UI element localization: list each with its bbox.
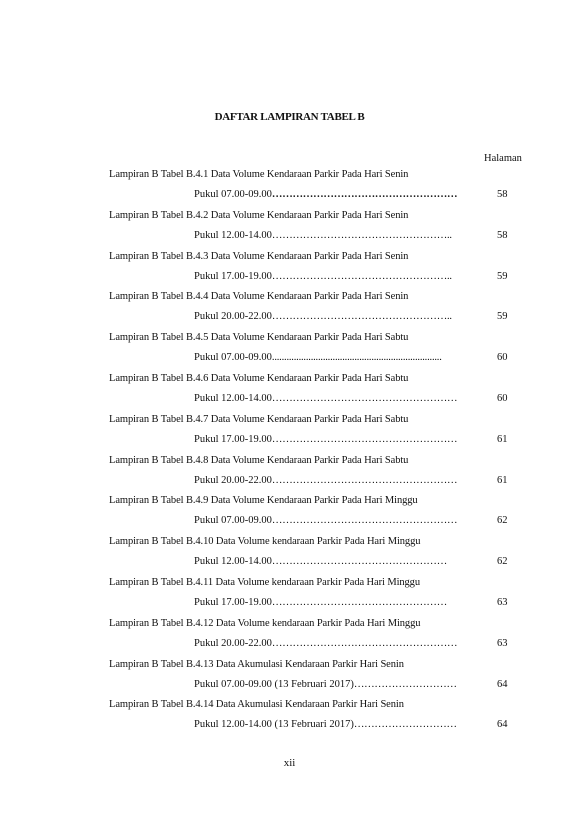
toc-entry[interactable] [0, 370, 579, 411]
toc-page-number: 59 [497, 311, 508, 323]
toc-dot-leader: ……………………………………………… [271, 189, 458, 200]
toc-page-number: 58 [497, 229, 508, 241]
toc-entry[interactable] [0, 411, 579, 452]
toc-dot-leader: …………………………………………….. [271, 311, 452, 323]
toc-entry[interactable] [0, 696, 579, 737]
toc-dot-leader: …………………………………………….. [271, 229, 452, 241]
toc-dot-leader: ………………………… [353, 719, 457, 731]
toc-entry-subtitle-row [194, 271, 452, 282]
toc-entry-title: Lampiran B Tabel B.4.4 Data Volume Kendaraan Parkir Pada Hari Senin [109, 291, 409, 303]
toc-entry-title: Lampiran B Tabel B.4.14 Data Akumulasi Kendaraan Parkir Hari Senin [109, 699, 404, 711]
toc-entry-title: Lampiran B Tabel B.4.11 Data Volume kendaraan Parkir Pada Hari Minggu [109, 576, 420, 588]
toc-entry-subtitle-row [194, 475, 457, 486]
toc-page-number: 61 [497, 474, 508, 486]
toc-entry[interactable] [0, 574, 579, 615]
toc-dot-leader: ……………………………………………… [271, 474, 458, 486]
toc-entry[interactable] [0, 207, 579, 248]
toc-dot-leader: ……………………………………………… [271, 515, 458, 527]
toc-page-number: 58 [497, 189, 508, 200]
toc-page-number: 63 [497, 637, 508, 649]
toc-entry-time: Pukul 12.00-14.00 [194, 392, 272, 404]
toc-entry-time: Pukul 07.00-09.00 (13 Februari 2017) [194, 678, 354, 690]
toc-dot-leader: …………………………………………… [271, 556, 447, 568]
toc-entry-subtitle-row [194, 434, 457, 445]
toc-entry-time: Pukul 12.00-14.00 (13 Februari 2017) [194, 719, 354, 731]
toc-entry[interactable] [0, 615, 579, 656]
page-number: xii [283, 757, 296, 769]
toc-page-number: 64 [497, 719, 508, 731]
toc-entry-title: Lampiran B Tabel B.4.7 Data Volume Kendaraan Parkir Pada Hari Sabtu [109, 413, 409, 425]
toc-entry-subtitle-row [194, 311, 452, 322]
toc-dot-leader: …………………………………………….. [271, 270, 452, 282]
toc-entry[interactable] [0, 492, 579, 533]
toc-dot-leader: ……………………………………………… [271, 637, 458, 649]
toc-entry-time: Pukul 17.00-19.00 [194, 596, 272, 608]
toc-dot-leader: ……………………………………………… [271, 392, 458, 404]
toc-page-number: 61 [497, 433, 508, 445]
toc-entry-time: Pukul 07.00-09.00 [194, 189, 272, 200]
toc-dot-leader: ………………………… [353, 678, 457, 690]
toc-entry-subtitle-row [194, 352, 442, 363]
toc-entry-time: Pukul 17.00-19.00 [194, 433, 272, 445]
toc-entry-title: Lampiran B Tabel B.4.3 Data Volume Kendaraan Parkir Pada Hari Senin [109, 250, 409, 262]
toc-entry-title: Lampiran B Tabel B.4.8 Data Volume Kendaraan Parkir Pada Hari Sabtu [109, 454, 409, 466]
page-title: DAFTAR LAMPIRAN TABEL B [214, 111, 365, 123]
toc-page-number: 60 [497, 392, 508, 404]
toc-entry-subtitle-row [194, 638, 457, 649]
toc-entry-title: Lampiran B Tabel B.4.10 Data Volume kendaraan Parkir Pada Hari Minggu [109, 536, 421, 548]
toc-entry-subtitle-row [194, 679, 457, 690]
toc-entry-time: Pukul 20.00-22.00 [194, 311, 272, 323]
toc-dot-leader: ...................................................................... [271, 352, 442, 364]
toc-entry-subtitle-row [194, 556, 447, 567]
toc-entry-time: Pukul 20.00-22.00 [194, 474, 272, 486]
toc-entry-subtitle-row [194, 393, 457, 404]
halaman-label: Halaman [484, 153, 522, 164]
toc-entry[interactable] [0, 452, 579, 493]
toc-entry[interactable] [0, 329, 579, 370]
toc-entry-time: Pukul 17.00-19.00 [194, 270, 272, 282]
toc-entry-title: Lampiran B Tabel B.4.13 Data Akumulasi Kendaraan Parkir Hari Senin [109, 658, 404, 670]
toc-entry[interactable] [0, 248, 579, 289]
toc-page-number: 59 [497, 270, 508, 282]
toc-page-number: 60 [497, 352, 508, 364]
toc-entry-subtitle-row [194, 515, 457, 526]
toc-entry-subtitle-row [194, 189, 457, 200]
toc-page-number: 64 [497, 678, 508, 690]
toc-list [0, 166, 579, 737]
toc-entry-time: Pukul 12.00-14.00 [194, 229, 272, 241]
toc-entry-subtitle-row [194, 719, 457, 730]
toc-entry-time: Pukul 07.00-09.00 [194, 515, 272, 527]
toc-entry[interactable] [0, 166, 579, 207]
toc-entry[interactable] [0, 533, 579, 574]
toc-entry-time: Pukul 07.00-09.00 [194, 352, 272, 364]
toc-entry-time: Pukul 20.00-22.00 [194, 637, 272, 649]
toc-entry-time: Pukul 12.00-14.00 [194, 556, 272, 568]
toc-page-number: 62 [497, 515, 508, 527]
toc-entry-title: Lampiran B Tabel B.4.2 Data Volume Kendaraan Parkir Pada Hari Senin [109, 209, 409, 221]
toc-page-number: 63 [497, 596, 508, 608]
toc-entry-title: Lampiran B Tabel B.4.9 Data Volume Kendaraan Parkir Pada Hari Minggu [109, 495, 418, 507]
toc-entry-title: Lampiran B Tabel B.4.5 Data Volume Kendaraan Parkir Pada Hari Sabtu [109, 332, 409, 344]
toc-dot-leader: …………………………………………… [271, 596, 447, 608]
toc-entry[interactable] [0, 288, 579, 329]
toc-page-number: 62 [497, 556, 508, 568]
toc-entry-subtitle-row [194, 230, 452, 241]
toc-entry-title: Lampiran B Tabel B.4.1 Data Volume Kendaraan Parkir Pada Hari Senin [109, 169, 409, 180]
toc-entry[interactable] [0, 656, 579, 697]
toc-entry-title: Lampiran B Tabel B.4.6 Data Volume Kendaraan Parkir Pada Hari Sabtu [109, 372, 409, 384]
toc-entry-title: Lampiran B Tabel B.4.12 Data Volume kendaraan Parkir Pada Hari Minggu [109, 617, 421, 629]
toc-entry-subtitle-row [194, 597, 447, 608]
toc-dot-leader: ……………………………………………… [271, 433, 458, 445]
